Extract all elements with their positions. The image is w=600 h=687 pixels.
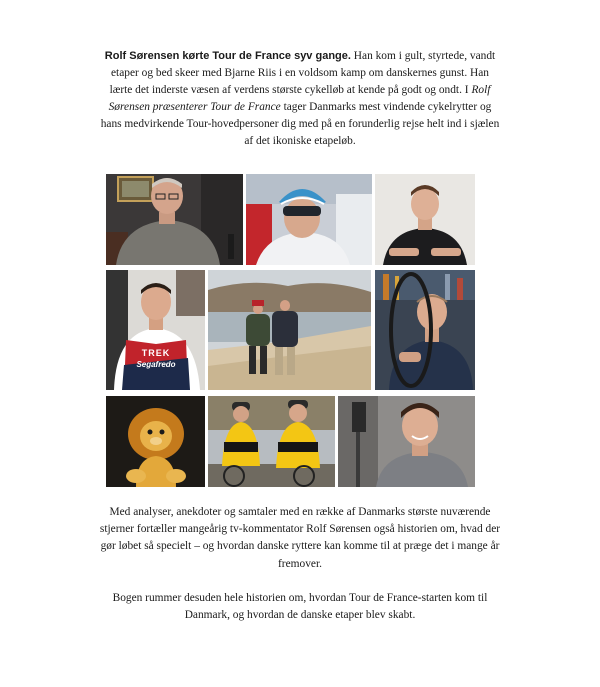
photo-two-riders-yellow [208, 396, 335, 487]
outro-text [96, 504, 504, 641]
photo-rider-trek-jersey [106, 270, 205, 390]
intro-paragraph [100, 48, 500, 150]
book-title: Rolf Sørensen præsenterer Tour de France [108, 84, 491, 113]
jersey-sponsor: Segafredo [136, 360, 176, 369]
photo-young-man-black-tshirt [375, 174, 475, 265]
photo-lion-mascot [106, 396, 205, 487]
outro-paragraph-2: Bogen rummer desuden hele historien om, hvordan Tour de France-starten kom til Danmark, og hvordan de danske etaper blev skabt. [112, 591, 488, 622]
photo-older-man-sweater [106, 174, 243, 265]
photo-rider-helmet [246, 174, 372, 265]
jersey-brand: TREK [141, 348, 171, 358]
intro-lead: Rolf Sørensen kørte Tour de France syv gange. [104, 50, 351, 62]
intro-text-1: Han kom i gult, styrtede, vandt etaper og bed skeer med Bjarne Riis i en voldsom kamp om danskernes gunst. Han lærte det inderste væsen af verdens største cykelløb at kende på godt og ondt. I [109, 50, 496, 96]
photo-smiling-young-man [338, 396, 475, 487]
outro-paragraph-1: Med analyser, anekdoter og samtaler med en række af Danmarks største nuværende stjerner fortæller mangeårig tv-kommentator Rolf Sørensen også historien om, hvad der gør løbet så specielt – og hvordan danske ryttere kan komme til at præge det i mange år fremover. [99, 506, 501, 570]
photo-beach-walk [208, 270, 371, 390]
intro-text-2: tager Danmarks mest vindende cykelrytter og hans medvirkende Tour-hovedpersoner dig med på en forunderlig rejse helt ind i sjælen af det ikoniske etapeløb. [100, 101, 500, 147]
photo-man-workshop-wheel [375, 270, 475, 390]
